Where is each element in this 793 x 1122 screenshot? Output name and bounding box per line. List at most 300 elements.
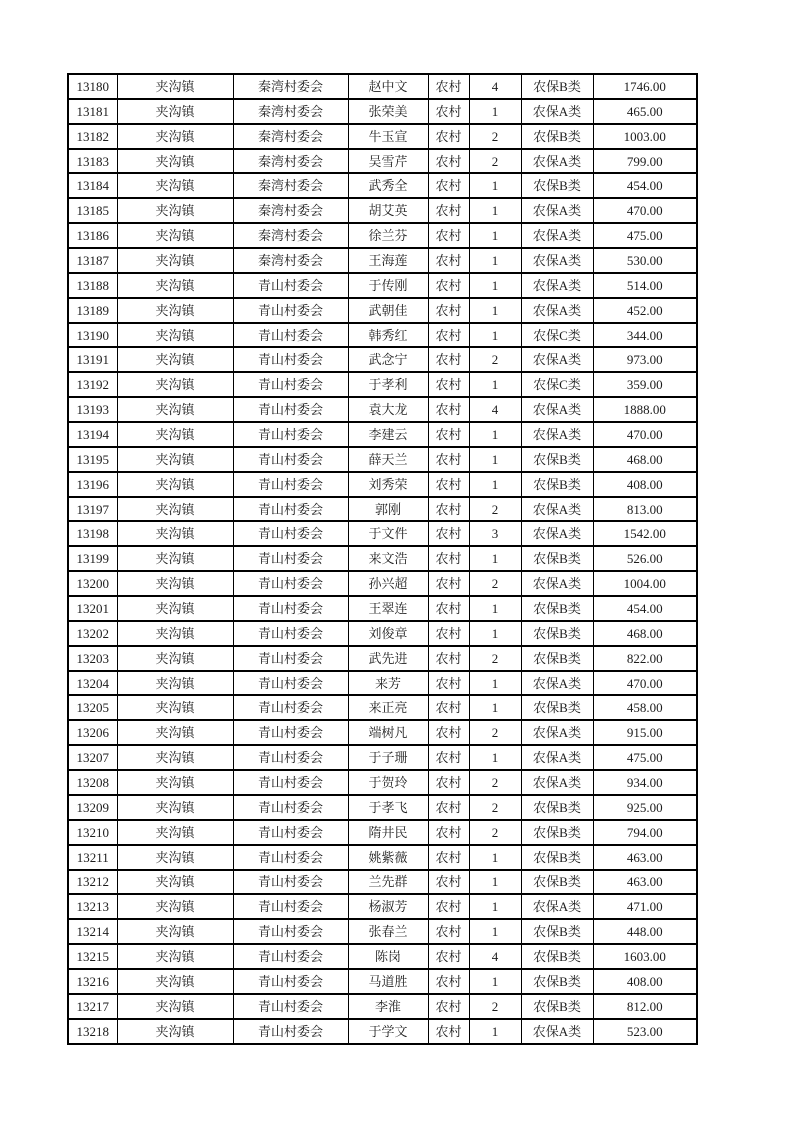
cell-household-type: 农村	[428, 347, 469, 372]
cell-village-committee-name: 青山村委会	[233, 745, 348, 770]
cell-person-name: 于传刚	[348, 273, 428, 298]
cell-serial-number: 13194	[68, 422, 117, 447]
cell-person-count: 1	[469, 298, 521, 323]
cell-insurance-class: 农保A类	[521, 720, 593, 745]
cell-amount: 1004.00	[593, 571, 697, 596]
cell-person-count: 3	[469, 521, 521, 546]
cell-village-committee-name: 青山村委会	[233, 397, 348, 422]
cell-village-committee-name: 青山村委会	[233, 372, 348, 397]
cell-amount: 812.00	[593, 994, 697, 1019]
table-row	[68, 944, 697, 969]
cell-town-name: 夹沟镇	[117, 919, 233, 944]
cell-serial-number: 13215	[68, 944, 117, 969]
cell-person-count: 4	[469, 74, 521, 99]
cell-insurance-class: 农保B类	[521, 870, 593, 895]
cell-amount: 526.00	[593, 546, 697, 571]
cell-person-name: 来文浩	[348, 546, 428, 571]
cell-village-committee-name: 秦湾村委会	[233, 198, 348, 223]
cell-town-name: 夹沟镇	[117, 820, 233, 845]
cell-household-type: 农村	[428, 546, 469, 571]
cell-serial-number: 13189	[68, 298, 117, 323]
cell-person-name: 张荣美	[348, 99, 428, 124]
cell-serial-number: 13190	[68, 323, 117, 348]
cell-insurance-class: 农保A类	[521, 894, 593, 919]
cell-household-type: 农村	[428, 198, 469, 223]
cell-town-name: 夹沟镇	[117, 720, 233, 745]
cell-amount: 934.00	[593, 770, 697, 795]
cell-household-type: 农村	[428, 720, 469, 745]
table-row	[68, 497, 697, 522]
cell-serial-number: 13202	[68, 621, 117, 646]
cell-town-name: 夹沟镇	[117, 695, 233, 720]
cell-insurance-class: 农保A类	[521, 248, 593, 273]
cell-person-count: 1	[469, 422, 521, 447]
table-row	[68, 223, 697, 248]
cell-amount: 1003.00	[593, 124, 697, 149]
cell-household-type: 农村	[428, 845, 469, 870]
cell-insurance-class: 农保A类	[521, 298, 593, 323]
cell-town-name: 夹沟镇	[117, 223, 233, 248]
cell-village-committee-name: 青山村委会	[233, 521, 348, 546]
cell-village-committee-name: 青山村委会	[233, 894, 348, 919]
cell-village-committee-name: 青山村委会	[233, 770, 348, 795]
cell-amount: 408.00	[593, 472, 697, 497]
cell-serial-number: 13198	[68, 521, 117, 546]
cell-village-committee-name: 青山村委会	[233, 845, 348, 870]
cell-insurance-class: 农保A类	[521, 745, 593, 770]
cell-insurance-class: 农保B类	[521, 596, 593, 621]
social-insurance-table	[67, 73, 698, 1045]
cell-town-name: 夹沟镇	[117, 149, 233, 174]
cell-town-name: 夹沟镇	[117, 894, 233, 919]
cell-household-type: 农村	[428, 99, 469, 124]
cell-insurance-class: 农保A类	[521, 770, 593, 795]
cell-person-name: 吴雪芹	[348, 149, 428, 174]
cell-serial-number: 13206	[68, 720, 117, 745]
cell-village-committee-name: 秦湾村委会	[233, 149, 348, 174]
cell-person-name: 郭刚	[348, 497, 428, 522]
table-row	[68, 820, 697, 845]
cell-village-committee-name: 青山村委会	[233, 596, 348, 621]
cell-village-committee-name: 秦湾村委会	[233, 124, 348, 149]
table-row	[68, 521, 697, 546]
cell-amount: 468.00	[593, 621, 697, 646]
table-row	[68, 671, 697, 696]
cell-household-type: 农村	[428, 1019, 469, 1044]
table-row	[68, 1019, 697, 1044]
cell-household-type: 农村	[428, 447, 469, 472]
table-row	[68, 919, 697, 944]
cell-village-committee-name: 青山村委会	[233, 695, 348, 720]
cell-town-name: 夹沟镇	[117, 795, 233, 820]
cell-household-type: 农村	[428, 74, 469, 99]
cell-person-count: 1	[469, 969, 521, 994]
cell-household-type: 农村	[428, 646, 469, 671]
cell-person-count: 1	[469, 546, 521, 571]
cell-amount: 530.00	[593, 248, 697, 273]
table-row	[68, 845, 697, 870]
cell-person-name: 端树凡	[348, 720, 428, 745]
cell-insurance-class: 农保A类	[521, 149, 593, 174]
table-row	[68, 447, 697, 472]
cell-household-type: 农村	[428, 969, 469, 994]
cell-person-count: 1	[469, 248, 521, 273]
cell-insurance-class: 农保A类	[521, 397, 593, 422]
table-row	[68, 173, 697, 198]
cell-person-count: 1	[469, 845, 521, 870]
cell-village-committee-name: 青山村委会	[233, 969, 348, 994]
cell-person-count: 1	[469, 894, 521, 919]
cell-village-committee-name: 青山村委会	[233, 571, 348, 596]
cell-household-type: 农村	[428, 870, 469, 895]
cell-insurance-class: 农保A类	[521, 198, 593, 223]
table-row	[68, 795, 697, 820]
cell-insurance-class: 农保A类	[521, 99, 593, 124]
cell-serial-number: 13197	[68, 497, 117, 522]
table-body	[68, 74, 697, 1044]
cell-town-name: 夹沟镇	[117, 298, 233, 323]
cell-village-committee-name: 青山村委会	[233, 919, 348, 944]
table-row	[68, 994, 697, 1019]
cell-insurance-class: 农保B类	[521, 994, 593, 1019]
cell-insurance-class: 农保C类	[521, 323, 593, 348]
cell-person-name: 韩秀红	[348, 323, 428, 348]
cell-person-count: 1	[469, 173, 521, 198]
cell-village-committee-name: 青山村委会	[233, 472, 348, 497]
cell-person-count: 2	[469, 770, 521, 795]
cell-insurance-class: 农保B类	[521, 646, 593, 671]
cell-serial-number: 13208	[68, 770, 117, 795]
cell-village-committee-name: 青山村委会	[233, 347, 348, 372]
cell-household-type: 农村	[428, 248, 469, 273]
table-row	[68, 770, 697, 795]
cell-person-name: 武先进	[348, 646, 428, 671]
cell-person-count: 4	[469, 397, 521, 422]
cell-town-name: 夹沟镇	[117, 671, 233, 696]
cell-serial-number: 13183	[68, 149, 117, 174]
cell-person-name: 隋井民	[348, 820, 428, 845]
cell-insurance-class: 农保B类	[521, 695, 593, 720]
cell-amount: 915.00	[593, 720, 697, 745]
cell-town-name: 夹沟镇	[117, 571, 233, 596]
cell-household-type: 农村	[428, 298, 469, 323]
table-row	[68, 969, 697, 994]
cell-household-type: 农村	[428, 149, 469, 174]
table-row	[68, 99, 697, 124]
cell-household-type: 农村	[428, 323, 469, 348]
cell-serial-number: 13192	[68, 372, 117, 397]
cell-household-type: 农村	[428, 124, 469, 149]
cell-person-name: 薛天兰	[348, 447, 428, 472]
cell-person-name: 李建云	[348, 422, 428, 447]
table-row	[68, 149, 697, 174]
cell-person-count: 1	[469, 447, 521, 472]
cell-person-count: 1	[469, 198, 521, 223]
cell-household-type: 农村	[428, 223, 469, 248]
cell-household-type: 农村	[428, 472, 469, 497]
cell-insurance-class: 农保A类	[521, 223, 593, 248]
cell-amount: 1888.00	[593, 397, 697, 422]
cell-serial-number: 13182	[68, 124, 117, 149]
cell-insurance-class: 农保B类	[521, 621, 593, 646]
cell-insurance-class: 农保B类	[521, 944, 593, 969]
cell-town-name: 夹沟镇	[117, 521, 233, 546]
cell-amount: 458.00	[593, 695, 697, 720]
cell-person-name: 武朝佳	[348, 298, 428, 323]
cell-insurance-class: 农保B类	[521, 472, 593, 497]
cell-serial-number: 13205	[68, 695, 117, 720]
cell-town-name: 夹沟镇	[117, 198, 233, 223]
cell-insurance-class: 农保A类	[521, 273, 593, 298]
cell-household-type: 农村	[428, 397, 469, 422]
table-row	[68, 372, 697, 397]
cell-insurance-class: 农保A类	[521, 422, 593, 447]
cell-household-type: 农村	[428, 745, 469, 770]
cell-insurance-class: 农保B类	[521, 919, 593, 944]
cell-insurance-class: 农保A类	[521, 671, 593, 696]
cell-town-name: 夹沟镇	[117, 621, 233, 646]
cell-insurance-class: 农保A类	[521, 521, 593, 546]
cell-amount: 794.00	[593, 820, 697, 845]
cell-household-type: 农村	[428, 820, 469, 845]
cell-person-count: 1	[469, 273, 521, 298]
cell-insurance-class: 农保A类	[521, 1019, 593, 1044]
cell-serial-number: 13193	[68, 397, 117, 422]
cell-amount: 465.00	[593, 99, 697, 124]
cell-amount: 523.00	[593, 1019, 697, 1044]
cell-person-count: 1	[469, 919, 521, 944]
cell-household-type: 农村	[428, 372, 469, 397]
cell-person-name: 杨淑芳	[348, 894, 428, 919]
cell-serial-number: 13184	[68, 173, 117, 198]
table-row	[68, 695, 697, 720]
table-row	[68, 870, 697, 895]
table-row	[68, 198, 697, 223]
cell-person-count: 1	[469, 671, 521, 696]
cell-amount: 822.00	[593, 646, 697, 671]
cell-household-type: 农村	[428, 497, 469, 522]
cell-village-committee-name: 青山村委会	[233, 944, 348, 969]
cell-amount: 463.00	[593, 845, 697, 870]
cell-amount: 452.00	[593, 298, 697, 323]
cell-serial-number: 13213	[68, 894, 117, 919]
cell-village-committee-name: 青山村委会	[233, 497, 348, 522]
cell-town-name: 夹沟镇	[117, 422, 233, 447]
cell-serial-number: 13186	[68, 223, 117, 248]
cell-insurance-class: 农保B类	[521, 447, 593, 472]
cell-serial-number: 13191	[68, 347, 117, 372]
cell-person-name: 刘俊章	[348, 621, 428, 646]
cell-household-type: 农村	[428, 521, 469, 546]
cell-amount: 1542.00	[593, 521, 697, 546]
cell-town-name: 夹沟镇	[117, 173, 233, 198]
cell-amount: 973.00	[593, 347, 697, 372]
cell-serial-number: 13180	[68, 74, 117, 99]
cell-town-name: 夹沟镇	[117, 273, 233, 298]
cell-person-name: 来正亮	[348, 695, 428, 720]
cell-person-count: 1	[469, 745, 521, 770]
table-row	[68, 323, 697, 348]
cell-serial-number: 13185	[68, 198, 117, 223]
cell-village-committee-name: 青山村委会	[233, 298, 348, 323]
cell-town-name: 夹沟镇	[117, 372, 233, 397]
cell-village-committee-name: 青山村委会	[233, 1019, 348, 1044]
table-row	[68, 596, 697, 621]
table-row	[68, 347, 697, 372]
cell-serial-number: 13214	[68, 919, 117, 944]
table-row	[68, 745, 697, 770]
cell-amount: 1746.00	[593, 74, 697, 99]
cell-town-name: 夹沟镇	[117, 497, 233, 522]
cell-person-name: 王海莲	[348, 248, 428, 273]
cell-person-count: 1	[469, 223, 521, 248]
cell-town-name: 夹沟镇	[117, 74, 233, 99]
cell-person-name: 武秀全	[348, 173, 428, 198]
cell-village-committee-name: 青山村委会	[233, 447, 348, 472]
cell-person-count: 1	[469, 695, 521, 720]
cell-town-name: 夹沟镇	[117, 248, 233, 273]
cell-town-name: 夹沟镇	[117, 347, 233, 372]
cell-insurance-class: 农保A类	[521, 497, 593, 522]
cell-serial-number: 13200	[68, 571, 117, 596]
cell-serial-number: 13204	[68, 671, 117, 696]
cell-household-type: 农村	[428, 994, 469, 1019]
cell-person-count: 2	[469, 124, 521, 149]
cell-town-name: 夹沟镇	[117, 969, 233, 994]
cell-household-type: 农村	[428, 273, 469, 298]
cell-person-name: 王翠连	[348, 596, 428, 621]
cell-household-type: 农村	[428, 795, 469, 820]
cell-town-name: 夹沟镇	[117, 596, 233, 621]
table-row	[68, 646, 697, 671]
cell-serial-number: 13212	[68, 870, 117, 895]
cell-amount: 359.00	[593, 372, 697, 397]
cell-person-name: 孙兴超	[348, 571, 428, 596]
cell-person-name: 马道胜	[348, 969, 428, 994]
cell-person-name: 张春兰	[348, 919, 428, 944]
cell-serial-number: 13187	[68, 248, 117, 273]
cell-village-committee-name: 青山村委会	[233, 720, 348, 745]
cell-household-type: 农村	[428, 944, 469, 969]
cell-serial-number: 13217	[68, 994, 117, 1019]
table-row	[68, 546, 697, 571]
cell-person-name: 胡艾英	[348, 198, 428, 223]
cell-amount: 813.00	[593, 497, 697, 522]
cell-person-name: 赵中文	[348, 74, 428, 99]
cell-person-count: 1	[469, 1019, 521, 1044]
cell-town-name: 夹沟镇	[117, 1019, 233, 1044]
cell-serial-number: 13188	[68, 273, 117, 298]
table-row	[68, 621, 697, 646]
cell-amount: 454.00	[593, 596, 697, 621]
cell-village-committee-name: 秦湾村委会	[233, 173, 348, 198]
cell-person-count: 2	[469, 795, 521, 820]
cell-insurance-class: 农保B类	[521, 845, 593, 870]
cell-town-name: 夹沟镇	[117, 944, 233, 969]
cell-person-name: 来芳	[348, 671, 428, 696]
cell-person-count: 1	[469, 472, 521, 497]
cell-serial-number: 13211	[68, 845, 117, 870]
cell-town-name: 夹沟镇	[117, 397, 233, 422]
cell-person-count: 1	[469, 372, 521, 397]
table-row	[68, 472, 697, 497]
cell-person-count: 1	[469, 621, 521, 646]
cell-village-committee-name: 青山村委会	[233, 870, 348, 895]
cell-person-name: 姚紫薇	[348, 845, 428, 870]
cell-person-name: 于贺玲	[348, 770, 428, 795]
cell-serial-number: 13218	[68, 1019, 117, 1044]
cell-village-committee-name: 秦湾村委会	[233, 248, 348, 273]
cell-village-committee-name: 青山村委会	[233, 820, 348, 845]
cell-household-type: 农村	[428, 894, 469, 919]
cell-amount: 408.00	[593, 969, 697, 994]
cell-person-name: 于孝飞	[348, 795, 428, 820]
cell-town-name: 夹沟镇	[117, 323, 233, 348]
cell-person-count: 1	[469, 99, 521, 124]
cell-serial-number: 13196	[68, 472, 117, 497]
cell-town-name: 夹沟镇	[117, 770, 233, 795]
cell-serial-number: 13207	[68, 745, 117, 770]
cell-person-count: 2	[469, 820, 521, 845]
cell-village-committee-name: 青山村委会	[233, 546, 348, 571]
cell-person-count: 2	[469, 347, 521, 372]
cell-amount: 799.00	[593, 149, 697, 174]
cell-serial-number: 13209	[68, 795, 117, 820]
cell-amount: 470.00	[593, 671, 697, 696]
cell-insurance-class: 农保B类	[521, 820, 593, 845]
cell-insurance-class: 农保B类	[521, 546, 593, 571]
cell-town-name: 夹沟镇	[117, 472, 233, 497]
cell-household-type: 农村	[428, 596, 469, 621]
table-row	[68, 248, 697, 273]
cell-town-name: 夹沟镇	[117, 745, 233, 770]
cell-person-name: 陈岗	[348, 944, 428, 969]
cell-amount: 471.00	[593, 894, 697, 919]
cell-serial-number: 13201	[68, 596, 117, 621]
cell-person-name: 兰先群	[348, 870, 428, 895]
cell-person-count: 4	[469, 944, 521, 969]
cell-amount: 1603.00	[593, 944, 697, 969]
cell-amount: 475.00	[593, 745, 697, 770]
table-row	[68, 571, 697, 596]
cell-insurance-class: 农保B类	[521, 124, 593, 149]
cell-person-count: 2	[469, 646, 521, 671]
table-row	[68, 397, 697, 422]
table-row	[68, 273, 697, 298]
cell-insurance-class: 农保C类	[521, 372, 593, 397]
cell-insurance-class: 农保B类	[521, 173, 593, 198]
table-row	[68, 124, 697, 149]
cell-village-committee-name: 青山村委会	[233, 323, 348, 348]
cell-town-name: 夹沟镇	[117, 546, 233, 571]
cell-person-count: 1	[469, 596, 521, 621]
cell-serial-number: 13203	[68, 646, 117, 671]
table-row	[68, 422, 697, 447]
cell-person-name: 徐兰芬	[348, 223, 428, 248]
cell-amount: 925.00	[593, 795, 697, 820]
cell-household-type: 农村	[428, 919, 469, 944]
cell-household-type: 农村	[428, 422, 469, 447]
cell-town-name: 夹沟镇	[117, 870, 233, 895]
cell-insurance-class: 农保A类	[521, 347, 593, 372]
cell-amount: 470.00	[593, 422, 697, 447]
cell-village-committee-name: 秦湾村委会	[233, 223, 348, 248]
cell-person-name: 李淮	[348, 994, 428, 1019]
cell-village-committee-name: 青山村委会	[233, 646, 348, 671]
cell-person-name: 于文件	[348, 521, 428, 546]
cell-person-count: 2	[469, 994, 521, 1019]
cell-amount: 448.00	[593, 919, 697, 944]
